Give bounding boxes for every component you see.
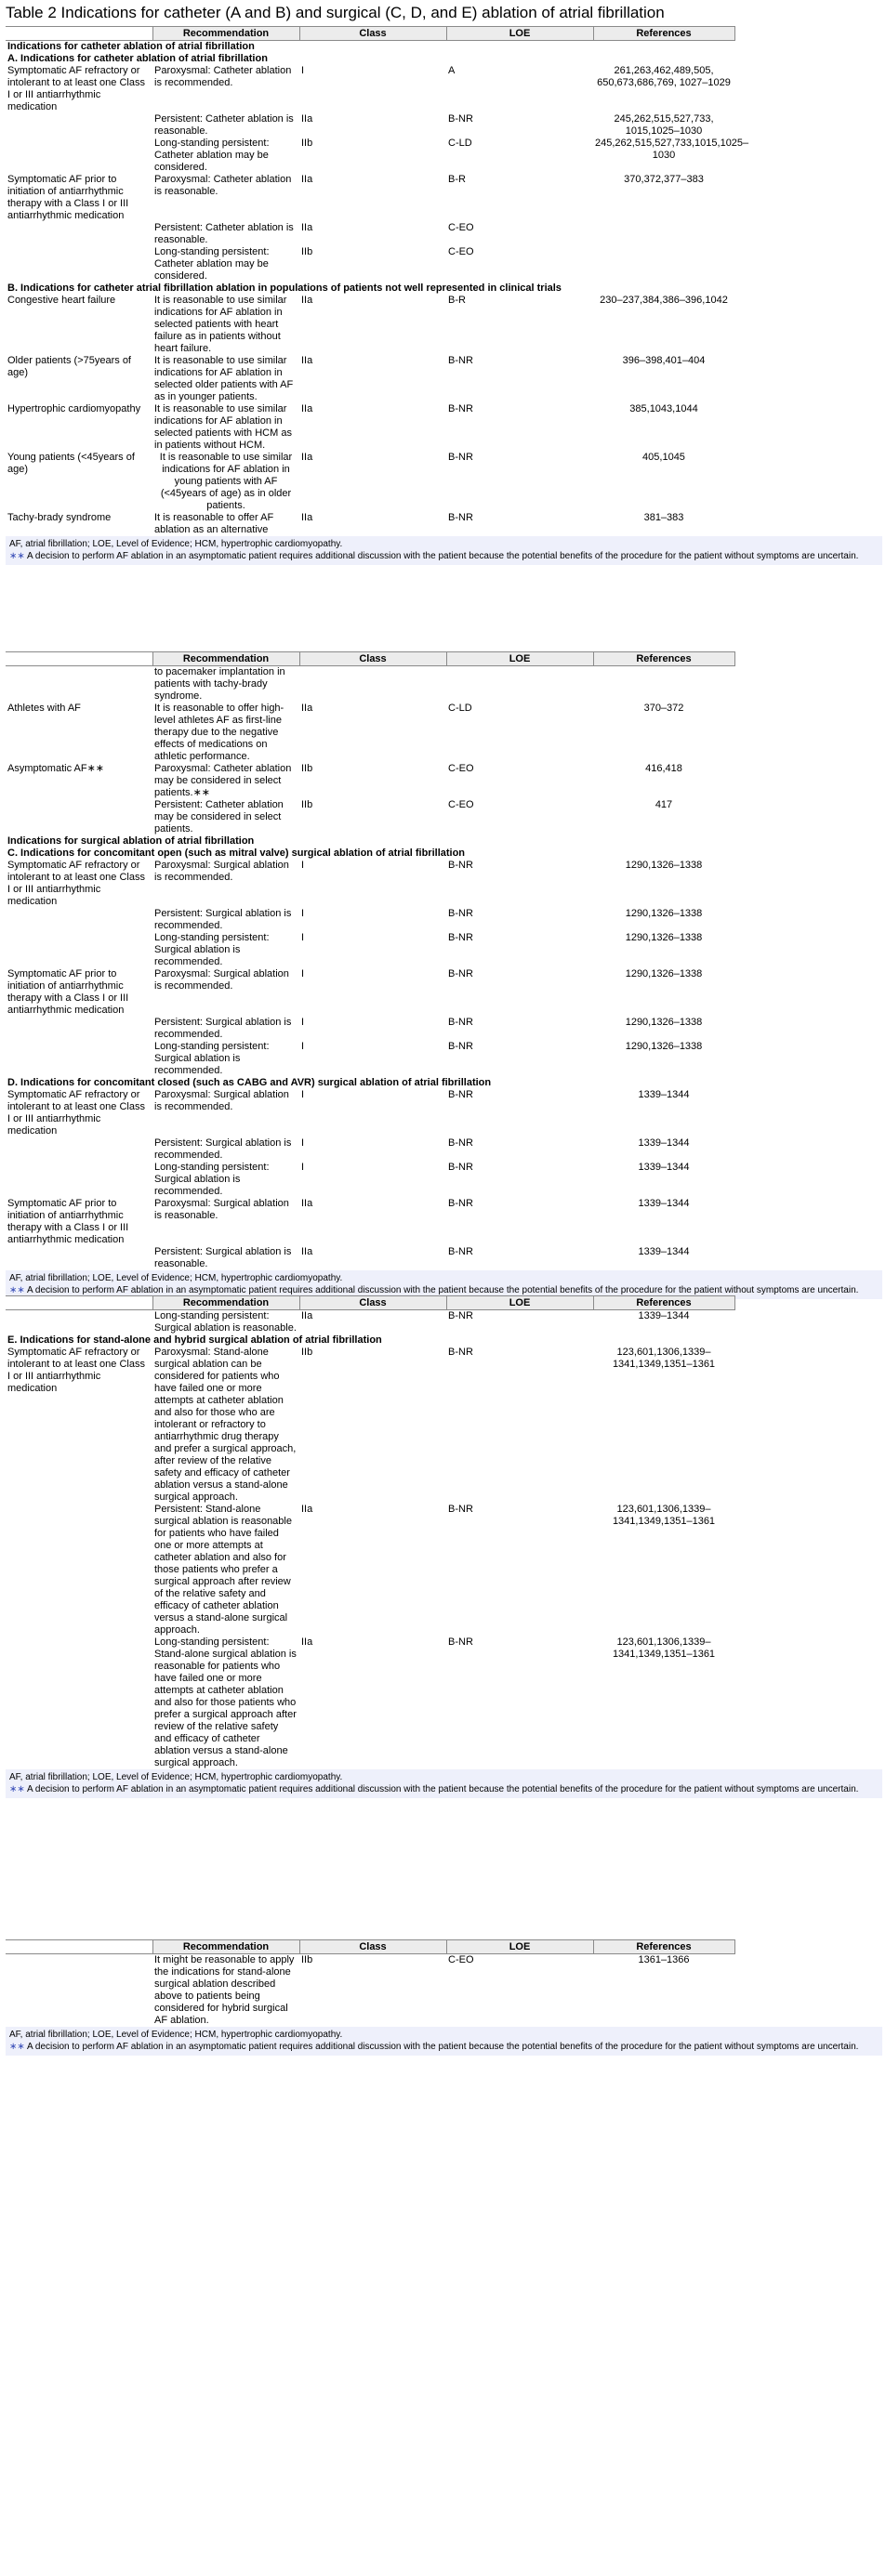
indication-cell: Athletes with AF: [7, 703, 81, 714]
class-cell: IIa: [301, 1198, 313, 1209]
recommendation-cell: Paroxysmal: Surgical ablation is recommended.: [154, 860, 289, 883]
indication-cell: Symptomatic AF refractory or intolerant to at least one Class I or III antiarrhythmic medication: [7, 860, 145, 907]
header-row: [6, 1296, 734, 1310]
loe-cell: B-NR: [448, 908, 473, 919]
indication-cell: [6, 138, 152, 174]
table-row: [6, 932, 734, 968]
table-row: [6, 1089, 734, 1137]
recommendation-cell: It is reasonable to offer high-level athletes AF as first-line therapy due to the negative effects of medications on athletic performance.: [154, 703, 284, 762]
references-cell: 405,1045: [642, 452, 685, 463]
loe-cell: B-NR: [448, 113, 473, 125]
table-row: [6, 222, 734, 246]
recommendation-cell: Persistent: Catheter ablation may be considered in select patients.: [154, 799, 284, 835]
table-row: [6, 1162, 734, 1198]
class-cell: I: [301, 908, 305, 919]
table-row: [6, 666, 734, 703]
table-footnotes: [6, 536, 882, 565]
recommendation-cell: Paroxysmal: Catheter ablation is recommended.: [154, 65, 292, 88]
abbreviations-note: AF, atrial fibrillation; LOE, Level of Evidence; HCM, hypertrophic cardiomyopathy.: [9, 539, 343, 549]
section-heading: A. Indications for catheter ablation of atrial fibrillation: [7, 53, 268, 64]
table-row: [6, 1246, 734, 1270]
references-cell: [593, 666, 734, 703]
recommendation-cell: Long-standing persistent: Stand-alone surgical ablation is reasonable for patients who have failed one or more attempts at catheter ablation and also for those patients who prefer a surgical approach after review of the relative safety and efficacy of catheter ablation versus a stand-alone surgical approach.: [154, 1636, 297, 1768]
references-cell: 1290,1326–1338: [625, 1041, 703, 1052]
references-cell: 1290,1326–1338: [625, 1017, 703, 1028]
references-cell: [593, 222, 734, 246]
table-title: Table 2 Indications for catheter (A and B) and surgical (C, D, and E) ablation of atrial fibrillation: [6, 4, 665, 21]
header-indication: [6, 652, 152, 666]
table-row: [6, 1347, 734, 1504]
class-cell: IIa: [301, 295, 313, 306]
asymptomatic-note: [9, 551, 879, 562]
class-cell: IIa: [301, 1310, 313, 1321]
asymptomatic-note-text: A decision to perform AF ablation in an asymptomatic patient requires additional discussion with the patient because the potential benefits of the procedure for the patient without symptoms are uncertain.: [27, 551, 859, 561]
references-cell: 396–398,401–404: [622, 355, 706, 366]
indication-cell: Tachy-brady syndrome: [7, 512, 112, 523]
header-references: References: [593, 27, 734, 41]
section-heading-row: [6, 835, 734, 848]
table-row: [6, 355, 734, 403]
header-references: References: [593, 1940, 734, 1954]
indication-cell: [6, 799, 152, 835]
indication-cell: [6, 1246, 152, 1270]
indication-cell: Symptomatic AF refractory or intolerant to at least one Class I or III antiarrhythmic medication: [7, 65, 145, 112]
loe-cell: C-EO: [448, 246, 474, 257]
recommendation-cell: It is reasonable to use similar indications for AF ablation in selected patients with heart failure as in patients without heart failure.: [154, 295, 287, 354]
references-cell: 416,418: [645, 763, 682, 774]
table-block-1: [6, 26, 882, 565]
table-block-2: [6, 651, 882, 1299]
recommendation-cell: Long-standing persistent: Surgical ablation is recommended.: [154, 1162, 270, 1197]
recommendation-table: [6, 1295, 735, 1769]
loe-cell: B-NR: [448, 1636, 473, 1648]
table-row: [6, 174, 734, 222]
references-cell: 123,601,1306,1339–1341,1349,1351–1361: [612, 1636, 716, 1660]
section-heading-row: [6, 283, 734, 295]
section-heading: C. Indications for concomitant open (such as mitral valve) surgical ablation of atrial fibrillation: [7, 848, 466, 859]
class-cell: I: [301, 1041, 305, 1052]
loe-cell: B-R: [448, 174, 466, 185]
loe-cell: B-NR: [448, 932, 473, 943]
references-cell: 261,263,462,489,505, 650,673,686,769, 1027–1029: [597, 65, 731, 88]
table-row: [6, 1198, 734, 1246]
header-class: Class: [299, 1940, 446, 1954]
indication-cell: [6, 246, 152, 283]
header-recommendation: Recommendation: [152, 1296, 299, 1310]
section-heading-row: [6, 848, 734, 860]
recommendation-cell: Persistent: Surgical ablation is recommended.: [154, 1137, 292, 1161]
loe-cell: A: [448, 65, 456, 76]
recommendation-cell: It is reasonable to offer AF ablation as an alternative: [154, 512, 274, 535]
table-row: [6, 1137, 734, 1162]
table-footnotes: [6, 1769, 882, 1798]
double-asterisk-marker: ∗∗: [9, 551, 25, 561]
loe-cell: B-NR: [448, 1198, 473, 1209]
header-class: Class: [299, 652, 446, 666]
references-cell: 1339–1344: [638, 1137, 690, 1149]
abbreviations-note: AF, atrial fibrillation; LOE, Level of Evidence; HCM, hypertrophic cardiomyopathy.: [9, 2030, 343, 2040]
recommendation-cell: Long-standing persistent: Surgical ablation is reasonable.: [154, 1310, 297, 1334]
references-cell: 1361–1366: [638, 1954, 690, 1965]
header-references: References: [593, 1296, 734, 1310]
class-cell: IIb: [301, 246, 313, 257]
references-cell: 230–237,384,386–396,1042: [600, 295, 728, 306]
indication-cell: [6, 1310, 152, 1335]
recommendation-cell: Long-standing persistent: Catheter ablation may be considered.: [154, 138, 270, 173]
indication-cell: [6, 1162, 152, 1198]
loe-cell: B-NR: [448, 1041, 473, 1052]
section-heading-row: [6, 1334, 734, 1347]
header-loe: LOE: [446, 1296, 593, 1310]
header-recommendation: Recommendation: [152, 1940, 299, 1954]
class-cell: IIa: [301, 174, 313, 185]
loe-cell: C-EO: [448, 799, 474, 810]
references-cell: 1290,1326–1338: [625, 932, 703, 943]
recommendation-cell: Paroxysmal: Stand-alone surgical ablation can be considered for patients who have failed one or more attempts at catheter ablation and also for those who are intolerant or refractory to antiarrhythmic drug therapy and prefer a surgical approach, after review of the relative safety and efficacy of catheter ablation versus a stand-alone surgical approach.: [154, 1347, 297, 1503]
indication-cell: Asymptomatic AF∗∗: [7, 763, 105, 774]
class-cell: I: [301, 932, 305, 943]
recommendation-cell: Persistent: Surgical ablation is recommended.: [154, 908, 292, 931]
header-indication: [6, 1940, 152, 1954]
header-row: [6, 27, 734, 41]
indication-cell: Older patients (>75years of age): [7, 355, 131, 378]
class-cell: I: [301, 968, 305, 979]
loe-cell: B-NR: [448, 355, 473, 366]
class-cell: IIa: [301, 452, 313, 463]
indication-cell: [6, 113, 152, 138]
class-cell: IIa: [301, 703, 313, 714]
loe-cell: B-NR: [448, 452, 473, 463]
class-cell: IIa: [301, 222, 313, 233]
indication-cell: [6, 908, 152, 932]
double-asterisk-marker: ∗∗: [9, 1285, 25, 1295]
abbreviations-note: AF, atrial fibrillation; LOE, Level of Evidence; HCM, hypertrophic cardiomyopathy.: [9, 1772, 343, 1782]
indication-cell: [6, 1017, 152, 1041]
asymptomatic-note-text: A decision to perform AF ablation in an asymptomatic patient requires additional discussion with the patient because the potential benefits of the procedure for the patient without symptoms are uncertain.: [27, 1285, 859, 1295]
indication-cell: [6, 1504, 152, 1636]
class-cell: IIb: [301, 1954, 313, 1965]
table-row: [6, 295, 734, 355]
references-cell: 417: [655, 799, 673, 810]
table-row: [6, 403, 734, 452]
loe-cell: C-LD: [448, 703, 472, 714]
recommendation-table: [6, 1939, 735, 2027]
indication-cell: [6, 666, 152, 703]
header-loe: LOE: [446, 1940, 593, 1954]
recommendation-cell: Long-standing persistent: Surgical ablation is recommended.: [154, 932, 270, 967]
table-row: [6, 65, 734, 113]
class-cell: IIb: [301, 1347, 313, 1358]
recommendation-cell: to pacemaker implantation in patients with tachy-brady syndrome.: [154, 666, 285, 702]
indication-cell: Young patients (<45years of age): [7, 452, 135, 475]
references-cell: 1339–1344: [638, 1246, 690, 1257]
class-cell: I: [301, 65, 305, 76]
table-row: [6, 452, 734, 512]
loe-cell: C-LD: [448, 138, 472, 149]
header-row: [6, 652, 734, 666]
references-cell: 1290,1326–1338: [625, 860, 703, 871]
header-row: [6, 1940, 734, 1954]
asymptomatic-note: [9, 2042, 879, 2053]
indication-cell: [6, 932, 152, 968]
section-heading-row: [6, 1077, 734, 1089]
recommendation-table: [6, 26, 749, 536]
references-cell: 1339–1344: [638, 1089, 690, 1100]
class-cell: IIa: [301, 113, 313, 125]
double-asterisk-marker: ∗∗: [9, 2042, 25, 2052]
loe-cell: B-NR: [448, 1504, 473, 1515]
table-row: [6, 968, 734, 1017]
loe-cell: B-NR: [448, 1137, 473, 1149]
header-recommendation: Recommendation: [152, 652, 299, 666]
loe-cell: B-NR: [448, 860, 473, 871]
indication-cell: Congestive heart failure: [7, 295, 116, 306]
section-heading: Indications for catheter ablation of atrial fibrillation: [7, 41, 255, 52]
recommendation-cell: Paroxysmal: Catheter ablation may be considered in select patients.∗∗: [154, 763, 292, 798]
class-cell: [299, 666, 446, 703]
references-cell: 245,262,515,527,733, 1015,1025–1030: [614, 113, 714, 137]
loe-cell: B-NR: [448, 1089, 473, 1100]
table-row: [6, 1636, 734, 1769]
loe-cell: B-NR: [448, 1347, 473, 1358]
asymptomatic-note: [9, 1784, 879, 1795]
loe-cell: B-NR: [448, 1017, 473, 1028]
indication-cell: Symptomatic AF prior to initiation of antiarrhythmic therapy with a Class I or III antiarrhythmic medication: [7, 968, 129, 1016]
table-row: [6, 703, 734, 763]
class-cell: I: [301, 1089, 305, 1100]
section-heading: Indications for surgical ablation of atrial fibrillation: [7, 835, 255, 847]
class-cell: IIa: [301, 1246, 313, 1257]
indication-cell: Symptomatic AF refractory or intolerant to at least one Class I or III antiarrhythmic medication: [7, 1089, 145, 1137]
class-cell: IIa: [301, 1504, 313, 1515]
recommendation-cell: Paroxysmal: Surgical ablation is reasonable.: [154, 1198, 289, 1221]
indication-cell: Symptomatic AF refractory or intolerant to at least one Class I or III antiarrhythmic medication: [7, 1347, 145, 1394]
recommendation-cell: Long-standing persistent: Surgical ablation is recommended.: [154, 1041, 270, 1076]
abbreviations-note: AF, atrial fibrillation; LOE, Level of Evidence; HCM, hypertrophic cardiomyopathy.: [9, 1273, 343, 1283]
class-cell: IIb: [301, 799, 313, 810]
recommendation-cell: Persistent: Surgical ablation is recommended.: [154, 1017, 292, 1040]
class-cell: I: [301, 860, 305, 871]
loe-cell: B-NR: [448, 512, 473, 523]
class-cell: IIa: [301, 355, 313, 366]
references-cell: [593, 246, 734, 283]
section-heading: E. Indications for stand-alone and hybrid surgical ablation of atrial fibrillation: [7, 1334, 382, 1346]
recommendation-cell: It is reasonable to use similar indications for AF ablation in selected older patients with AF as in younger patients.: [154, 355, 294, 402]
indication-cell: [6, 1636, 152, 1769]
header-loe: LOE: [446, 652, 593, 666]
header-class: Class: [299, 27, 446, 41]
recommendation-cell: Persistent: Catheter ablation is reasonable.: [154, 222, 294, 245]
recommendation-table: [6, 651, 735, 1270]
loe-cell: [446, 666, 593, 703]
references-cell: 370–372: [643, 703, 684, 714]
recommendation-cell: It is reasonable to use similar indications for AF ablation in selected patients with HCM as in patients without HCM.: [154, 403, 292, 451]
table-row: [6, 860, 734, 908]
table-row: [6, 113, 734, 138]
section-heading: D. Indications for concomitant closed (such as CABG and AVR) surgical ablation of atrial fibrillation: [7, 1077, 492, 1088]
references-cell: 123,601,1306,1339–1341,1349,1351–1361: [612, 1347, 716, 1370]
class-cell: IIb: [301, 763, 313, 774]
section-heading: B. Indications for catheter atrial fibrillation ablation in populations of patients not well represented in clinical trials: [7, 283, 562, 294]
references-cell: 1290,1326–1338: [625, 908, 703, 919]
header-class: Class: [299, 1296, 446, 1310]
loe-cell: C-EO: [448, 1954, 474, 1965]
indication-cell: [6, 1041, 152, 1077]
double-asterisk-marker: ∗∗: [9, 1784, 25, 1794]
class-cell: IIb: [301, 138, 313, 149]
references-cell: 1290,1326–1338: [625, 968, 703, 979]
loe-cell: B-NR: [448, 403, 473, 414]
section-heading-row: [6, 41, 734, 54]
class-cell: I: [301, 1137, 305, 1149]
loe-cell: B-NR: [448, 1246, 473, 1257]
class-cell: IIa: [301, 403, 313, 414]
loe-cell: B-NR: [448, 968, 473, 979]
header-references: References: [593, 652, 734, 666]
loe-cell: C-EO: [448, 763, 474, 774]
recommendation-cell: Paroxysmal: Surgical ablation is recommended.: [154, 1089, 289, 1112]
table-row: [6, 763, 734, 799]
table-row: [6, 246, 734, 283]
table-row: [6, 1310, 734, 1335]
indication-cell: Symptomatic AF prior to initiation of antiarrhythmic therapy with a Class I or III antiarrhythmic medication: [7, 174, 129, 221]
table-row: [6, 908, 734, 932]
table-row: [6, 1017, 734, 1041]
recommendation-cell: It might be reasonable to apply the indications for stand-alone surgical ablation described above to patients being considered for hybrid surgical AF ablation.: [154, 1954, 295, 2026]
class-cell: IIa: [301, 512, 313, 523]
header-recommendation: Recommendation: [152, 27, 299, 41]
recommendation-cell: Paroxysmal: Surgical ablation is recommended.: [154, 968, 289, 992]
header-indication: [6, 27, 152, 41]
recommendation-cell: Persistent: Stand-alone surgical ablation is reasonable for patients who have failed one or more attempts at catheter ablation and also for those patients who prefer a surgical approach after review of the relative safety and efficacy of catheter ablation versus a stand-alone surgical approach.: [154, 1504, 292, 1636]
references-cell: 1339–1344: [638, 1310, 690, 1321]
table-row: [6, 138, 734, 174]
table-row: [6, 799, 734, 835]
loe-cell: B-R: [448, 295, 466, 306]
loe-cell: C-EO: [448, 222, 474, 233]
references-cell: 245,262,515,527,733,1015,1025–1030: [595, 138, 749, 161]
references-cell: 381–383: [643, 512, 684, 523]
references-cell: 1339–1344: [638, 1198, 690, 1209]
table-row: [6, 1041, 734, 1077]
table-row: [6, 512, 734, 536]
loe-cell: B-NR: [448, 1310, 473, 1321]
indication-cell: [6, 222, 152, 246]
indication-cell: [6, 1137, 152, 1162]
indication-cell: Symptomatic AF prior to initiation of antiarrhythmic therapy with a Class I or III antiarrhythmic medication: [7, 1198, 129, 1245]
header-loe: LOE: [446, 27, 593, 41]
asymptomatic-note-text: A decision to perform AF ablation in an asymptomatic patient requires additional discussion with the patient because the potential benefits of the procedure for the patient without symptoms are uncertain.: [27, 2042, 859, 2052]
recommendation-cell: Long-standing persistent: Catheter ablation may be considered.: [154, 246, 270, 282]
loe-cell: B-NR: [448, 1162, 473, 1173]
references-cell: 370,372,377–383: [624, 174, 704, 185]
references-cell: 1339–1344: [638, 1162, 690, 1173]
indication-cell: [6, 1954, 152, 2028]
references-cell: 385,1043,1044: [629, 403, 698, 414]
table-footnotes: [6, 2027, 882, 2056]
recommendation-cell: It is reasonable to use similar indications for AF ablation in young patients with AF (<45years of age) as in older patients.: [159, 452, 293, 511]
indication-cell: Hypertrophic cardiomyopathy: [7, 403, 141, 414]
class-cell: I: [301, 1017, 305, 1028]
table-block-4: [6, 1939, 882, 2056]
recommendation-cell: Persistent: Catheter ablation is reasonable.: [154, 113, 294, 137]
asymptomatic-note-text: A decision to perform AF ablation in an asymptomatic patient requires additional discussion with the patient because the potential benefits of the procedure for the patient without symptoms are uncertain.: [27, 1784, 859, 1794]
table-row: [6, 1954, 734, 2028]
references-cell: 123,601,1306,1339–1341,1349,1351–1361: [612, 1504, 716, 1527]
section-heading-row: [6, 53, 734, 65]
recommendation-cell: Paroxysmal: Catheter ablation is reasonable.: [154, 174, 292, 197]
class-cell: I: [301, 1162, 305, 1173]
recommendation-cell: Persistent: Surgical ablation is reasonable.: [154, 1246, 292, 1269]
table-block-3: [6, 1295, 882, 1798]
header-indication: [6, 1296, 152, 1310]
table-row: [6, 1504, 734, 1636]
class-cell: IIa: [301, 1636, 313, 1648]
